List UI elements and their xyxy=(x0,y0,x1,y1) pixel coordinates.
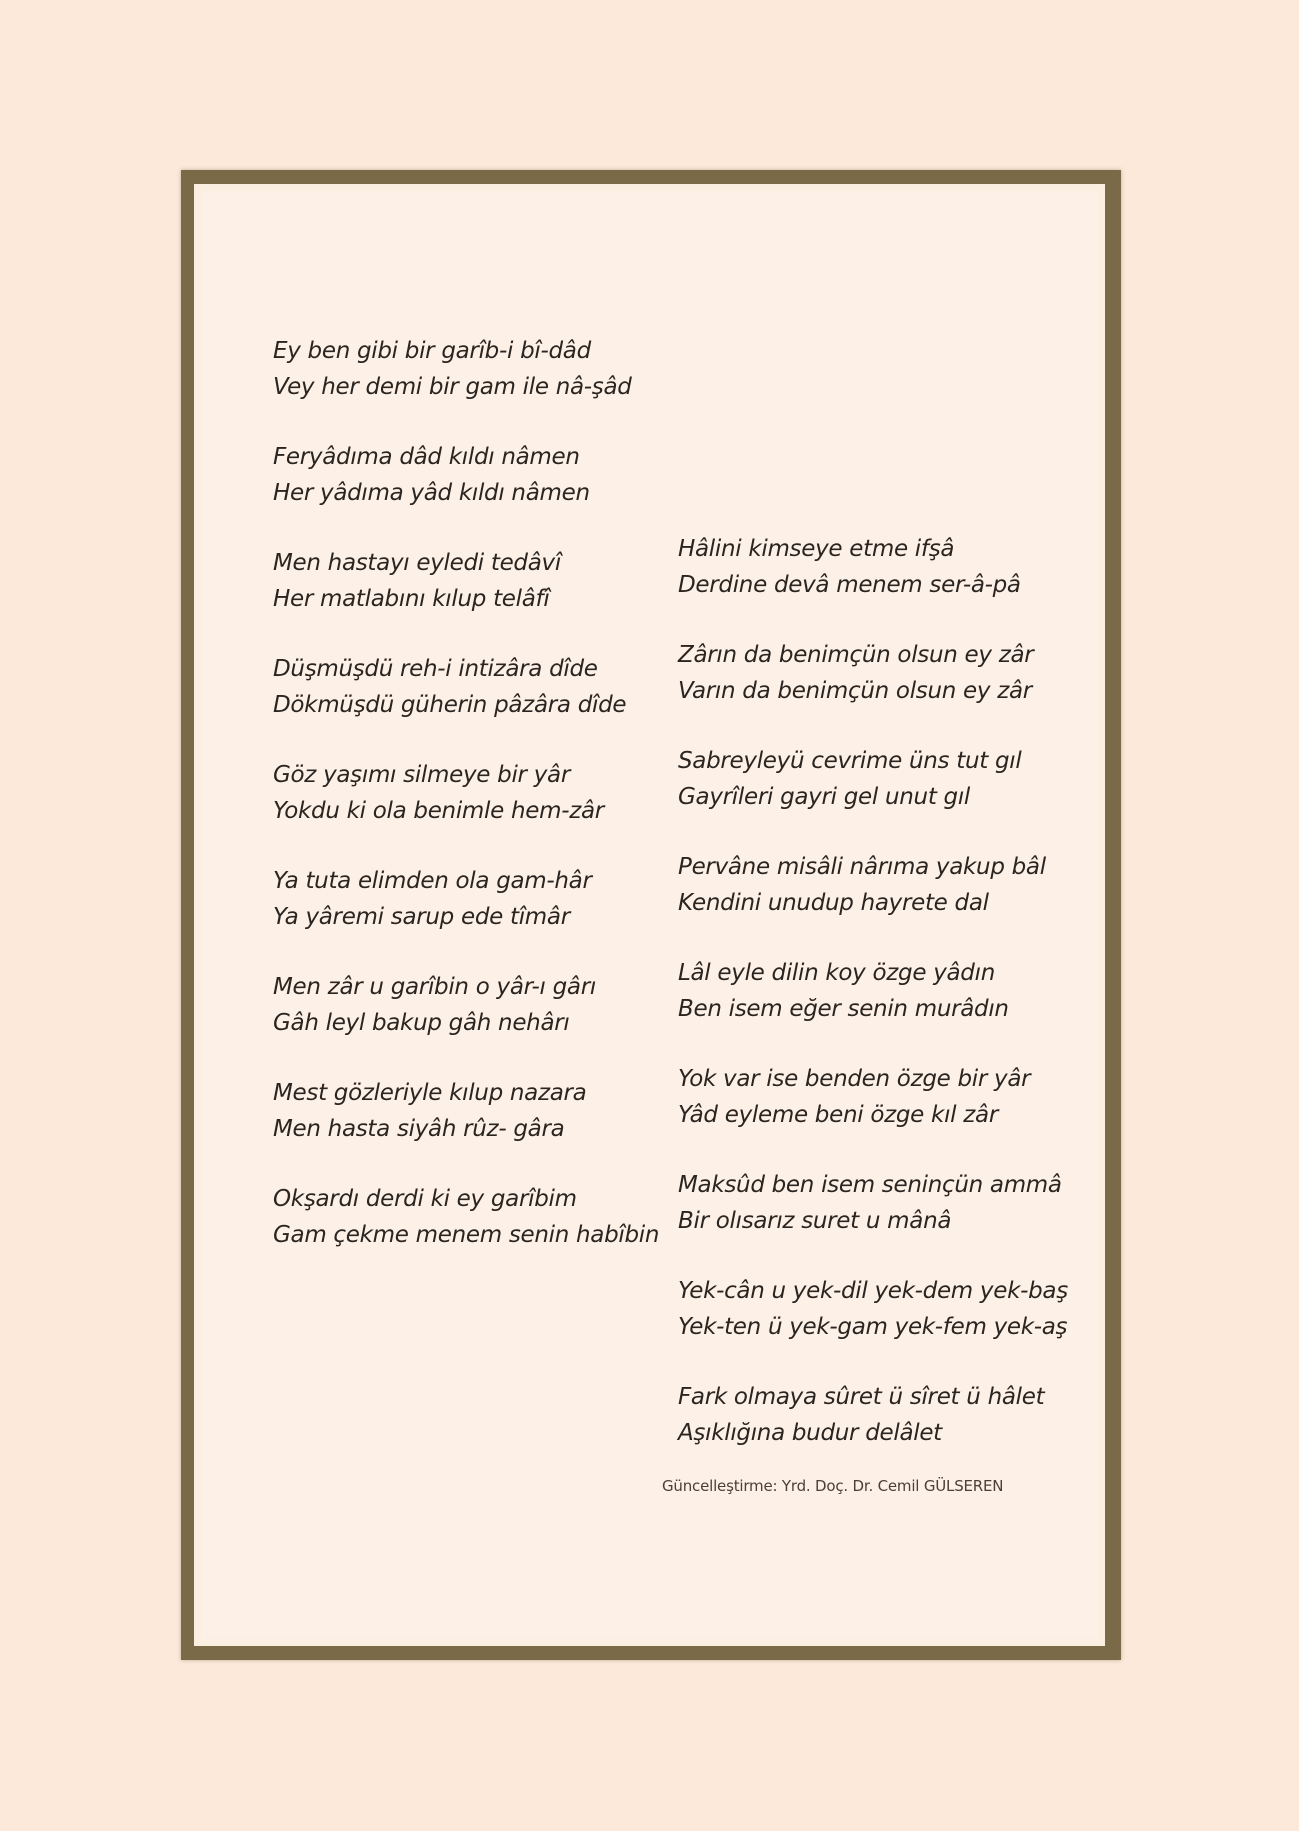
stanza xyxy=(273,758,673,829)
stanza xyxy=(678,638,1078,709)
verse-line: Pervâne misâli nârıma yakup bâl xyxy=(678,854,1046,880)
stanza xyxy=(273,652,673,723)
verse-line: Men hastayı eyledi tedâvî xyxy=(273,550,561,576)
verse-line: Dökmüşdü güherin pâzâra dîde xyxy=(273,691,627,718)
verse-line: Derdine devâ menem ser-â-pâ xyxy=(678,571,1021,598)
stanza xyxy=(273,440,673,511)
stanza xyxy=(678,956,1078,1027)
verse-line: Aşıklığına budur delâlet xyxy=(678,1419,942,1446)
verse-line: Göz yaşımı silmeye bir yâr xyxy=(273,762,570,788)
stanza xyxy=(273,1076,673,1147)
verse-line: Yek-ten ü yek-gam yek-fem yek-aş xyxy=(678,1313,1068,1340)
verse-line: Fark olmaya sûret ü sîret ü hâlet xyxy=(678,1384,1045,1410)
stanza xyxy=(273,334,673,405)
verse-line: Feryâdıma dâd kıldı nâmen xyxy=(273,444,580,470)
verse-line: Hâlini kimseye etme ifşâ xyxy=(678,536,955,562)
verse-line: Zârın da benimçün olsun ey zâr xyxy=(678,642,1034,668)
stanza xyxy=(273,864,673,935)
verse-line: Ben isem eğer senin murâdın xyxy=(678,995,1009,1022)
verse-line: Gayrîleri gayri gel unut gıl xyxy=(678,783,971,810)
verse-line: Ya yâremi sarup ede tîmâr xyxy=(273,903,570,930)
verse-line: Sabreyleyü cevrime üns tut gıl xyxy=(678,748,1022,774)
verse-line: Bir olısarız suret u mânâ xyxy=(678,1207,952,1234)
verse-line: Mest gözleriyle kılup nazara xyxy=(273,1080,587,1106)
stanza xyxy=(678,1062,1078,1133)
verse-line: Ey ben gibi bir garîb-i bî-dâd xyxy=(273,338,591,364)
verse-line: Yâd eyleme beni özge kıl zâr xyxy=(678,1101,998,1128)
stanza xyxy=(678,532,1078,603)
poem-right-column xyxy=(678,532,1078,1486)
verse-line: Düşmüşdü reh-i intizâra dîde xyxy=(273,656,598,682)
stanza xyxy=(273,546,673,617)
verse-line: Varın da benimçün olsun ey zâr xyxy=(678,677,1032,704)
stanza xyxy=(678,850,1078,921)
stanza xyxy=(678,1274,1078,1345)
stanza xyxy=(678,744,1078,815)
verse-line: Ya tuta elimden ola gam-hâr xyxy=(273,868,592,894)
verse-line: Maksûd ben isem seninçün ammâ xyxy=(678,1172,1062,1198)
credit-line: Güncelleştirme: Yrd. Doç. Dr. Cemil GÜLSEREN xyxy=(662,1477,1004,1495)
verse-line: Yokdu ki ola benimle hem-zâr xyxy=(273,797,604,824)
verse-line: Her matlabını kılup telâfî xyxy=(273,585,550,612)
verse-line: Her yâdıma yâd kıldı nâmen xyxy=(273,479,590,506)
verse-line: Gâh leyl bakup gâh nehârı xyxy=(273,1009,570,1036)
poem-left-column xyxy=(273,334,673,1288)
verse-line: Gam çekme menem senin habîbin xyxy=(273,1221,660,1248)
verse-line: Kendini unudup hayrete dal xyxy=(678,889,989,916)
verse-line: Men zâr u garîbin o yâr-ı gârı xyxy=(273,974,596,1000)
verse-line: Yok var ise benden özge bir yâr xyxy=(678,1066,1031,1092)
verse-line: Okşardı derdi ki ey garîbim xyxy=(273,1186,577,1212)
stanza xyxy=(273,970,673,1041)
stanza xyxy=(678,1380,1078,1451)
stanza xyxy=(678,1168,1078,1239)
verse-line: Vey her demi bir gam ile nâ-şâd xyxy=(273,373,632,400)
verse-line: Men hasta siyâh rûz- gâra xyxy=(273,1115,565,1142)
verse-line: Lâl eyle dilin koy özge yâdın xyxy=(678,960,995,986)
stanza xyxy=(273,1182,673,1253)
verse-line: Yek-cân u yek-dil yek-dem yek-baş xyxy=(678,1278,1068,1304)
